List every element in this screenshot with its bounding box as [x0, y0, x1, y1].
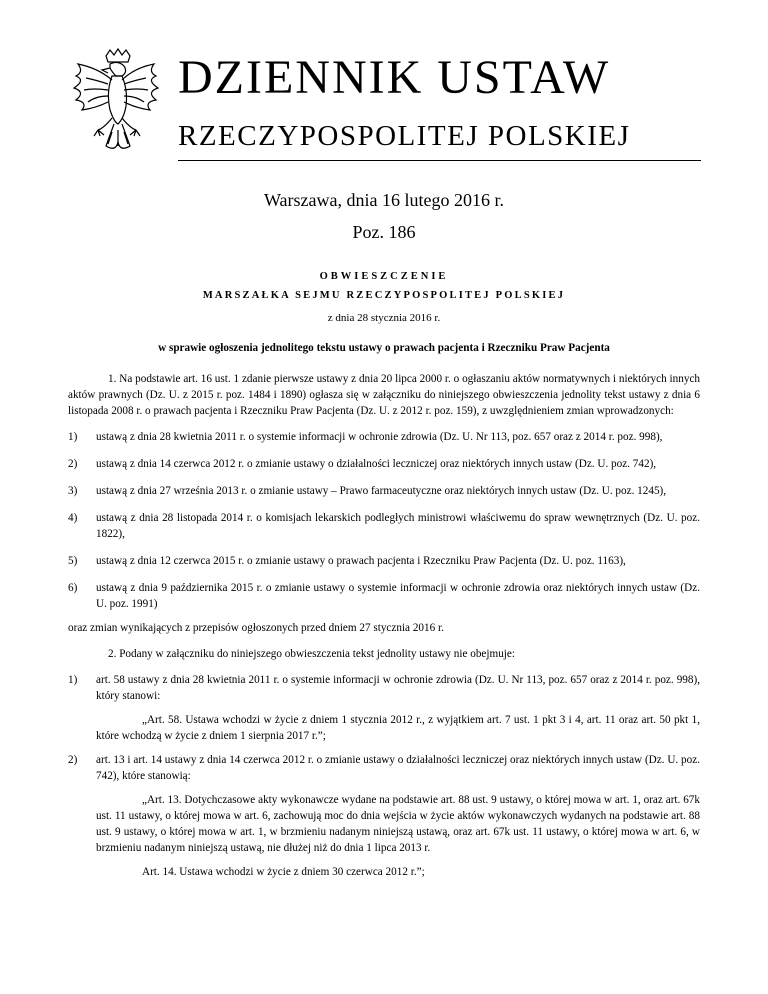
list-item	[68, 672, 700, 744]
section1-closing: oraz zmian wynikających z przepisów ogłoszonych przed dniem 27 stycznia 2016 r.	[68, 622, 444, 634]
list-item-text: ustawą z dnia 12 czerwca 2015 r. o zmianie ustawy o prawach pacjenta i Rzeczniku Praw Pacjenta (Dz. U. poz. 1163),	[96, 555, 626, 567]
list-item-text: ustawą z dnia 9 października 2015 r. o zmianie ustawy o systemie informacji w ochronie zdrowia oraz niektórych innych ustaw (Dz. U. poz. 1991)	[96, 582, 700, 610]
list-item	[68, 510, 700, 542]
list-item	[68, 752, 700, 880]
section2-intro: 2. Podany w załączniku do niniejszego obwieszczenia tekst jednolity ustawy nie obejmuje:	[108, 648, 515, 660]
list-item	[68, 429, 700, 445]
quoted-article: „Art. 58. Ustawa wchodzi w życie z dniem 1 stycznia 2012 r., z wyjątkiem art. 7 ust. 1 pkt 3 i 4, art. 11 oraz art. 50 pkt 1, które wchodzą w życie z dniem 1 sierpnia 2017 r.”;	[96, 714, 700, 742]
section1-intro: 1. Na podstawie art. 16 ust. 1 zdanie pierwsze ustawy z dnia 20 lipca 2000 r. o ogłaszaniu aktów normatywnych i niektórych innych aktów prawnych (Dz. U. z 2015 r. poz. 1484 i 1890) ogłasza się w załączniku do niniejszego obwieszczenia jednolity tekst ustawy z dnia 6 listopada 2008 r. o prawach pacjenta i Rzeczniku Praw Pacjenta (Dz. U. z 2012 r. poz. 159), z uwzględnieniem zmian wprowadzonych:	[68, 373, 700, 417]
polish-eagle-emblem-icon	[68, 46, 164, 166]
list-item-number: 5)	[68, 555, 78, 567]
header-rule	[178, 160, 701, 161]
journal-subtitle: RZECZYPOSPOLITEJ POLSKIEJ	[178, 120, 631, 152]
quoted-article: Art. 14. Ustawa wchodzi w życie z dniem 30 czerwca 2012 r.”;	[142, 866, 425, 878]
list-item-text: ustawą z dnia 14 czerwca 2012 r. o zmianie ustawy o działalności leczniczej oraz niektórych innych ustaw (Dz. U. poz. 742),	[96, 458, 657, 470]
list-item	[68, 456, 700, 472]
publication-date: Warszawa, dnia 16 lutego 2016 r.	[264, 190, 504, 210]
list-item-text: art. 13 i art. 14 ustawy z dnia 14 czerwca 2012 r. o zmianie ustawy o działalności leczniczej oraz niektórych innych ustaw (Dz. U. poz. 742), które stanowią:	[96, 754, 700, 782]
list-item-number: 1)	[68, 674, 78, 686]
list-item-number: 3)	[68, 485, 78, 497]
notice-issuer: MARSZAŁKA SEJMU RZECZYPOSPOLITEJ POLSKIEJ	[202, 290, 566, 301]
list-item-number: 6)	[68, 582, 78, 594]
journal-title: DZIENNIK USTAW	[178, 51, 611, 104]
notice-subject: w sprawie ogłoszenia jednolitego tekstu ustawy o prawach pacjenta i Rzeczniku Praw Pacjenta	[158, 342, 610, 354]
position-number: Poz. 186	[352, 222, 416, 242]
document-body	[68, 371, 700, 880]
list-item-text: art. 58 ustawy z dnia 28 kwietnia 2011 r. o systemie informacji w ochronie zdrowia (Dz. U. Nr 113, poz. 657 oraz z 2014 r. poz. 998), który stanowi:	[96, 674, 700, 702]
notice-date: z dnia 28 stycznia 2016 r.	[327, 312, 441, 324]
list-item-number: 4)	[68, 512, 78, 524]
list-item-text: ustawą z dnia 27 września 2013 r. o zmianie ustawy – Prawo farmaceutyczne oraz niektórych innych ustaw (Dz. U. poz. 1245),	[96, 485, 667, 497]
notice-heading: OBWIESZCZENIE	[319, 271, 449, 282]
list-item-number: 1)	[68, 431, 78, 443]
list-item	[68, 580, 700, 612]
list-item-text: ustawą z dnia 28 kwietnia 2011 r. o systemie informacji w ochronie zdrowia (Dz. U. Nr 113, poz. 657 oraz z 2014 r. poz. 998),	[96, 431, 663, 443]
list-item	[68, 483, 700, 499]
list-item	[68, 553, 700, 569]
quoted-article: „Art. 13. Dotychczasowe akty wykonawcze wydane na podstawie art. 88 ust. 9 ustawy, o której mowa w art. 1, oraz art. 67k ust. 11 ustawy, o której mowa w art. 6, zachowują moc do dnia wejścia w życie aktów wykonawczych wydanych na podstawie art. 88 ust. 9 ustawy, o której mowa w art. 1, w brzmieniu nadanym niniejszą ustawą, oraz art. 67k ust. 11 ustawy, o której mowa w art. 6, w brzmieniu nadanym niniejszą ustawą, nie dłużej niż do dnia 1 lipca 2013 r.	[96, 794, 700, 854]
list-item-text: ustawą z dnia 28 listopada 2014 r. o komisjach lekarskich podległych ministrowi właściwemu do spraw wewnętrznych (Dz. U. poz. 1822),	[96, 512, 700, 540]
list-item-number: 2)	[68, 754, 78, 766]
list-item-number: 2)	[68, 458, 78, 470]
